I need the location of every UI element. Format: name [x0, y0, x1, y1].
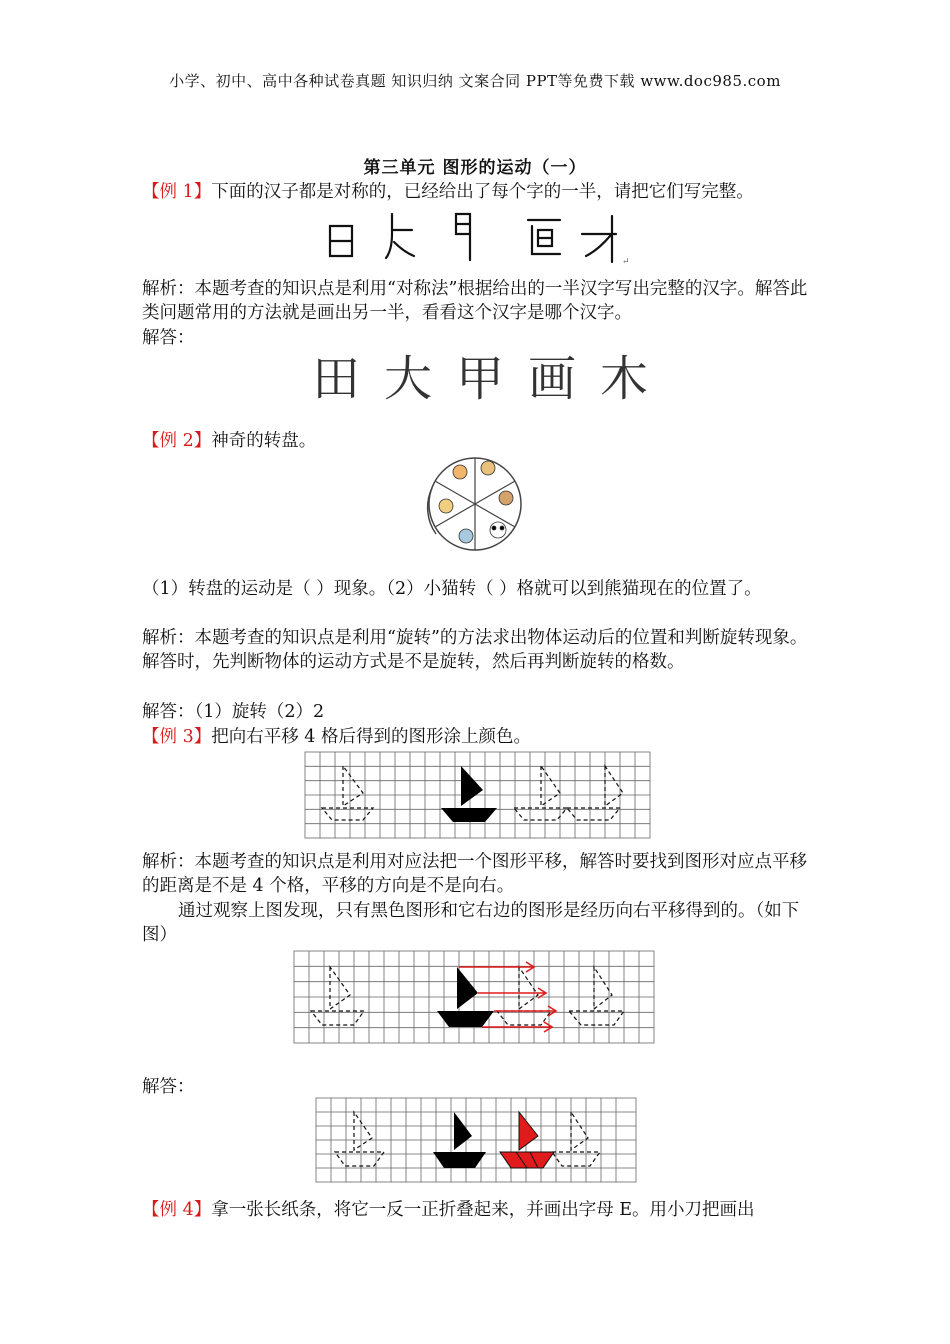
grid-explanation: [294, 951, 654, 1043]
ex4-text: 拿一张长纸条，将它一反一正折叠起来，并画出字母 E。用小刀把画出: [211, 1200, 755, 1220]
ex1-question: [142, 180, 812, 204]
ex2-analysis: 解析：本题考查的知识点是利用“旋转”的方法求出物体运动后的位置和判断旋转现象。解答时，先判断物体的运动方式是不是旋转，然后再判断旋转的格数。: [142, 628, 808, 672]
grid-question: [305, 752, 650, 838]
spinner-figure: [420, 448, 530, 560]
ex2-text: 神奇的转盘。: [211, 431, 317, 451]
red-hull: [500, 1152, 554, 1168]
panda-icon: [490, 522, 506, 538]
ex3-question: [142, 725, 812, 749]
answer-char-tian: 田: [312, 351, 361, 407]
ex3-observation: 通过观察上图发现，只有黑色图形和它右边的图形是经历向右平移得到的。（如下图）: [142, 901, 800, 945]
svg-text:↵: ↵: [622, 257, 630, 267]
red-sail: [519, 1112, 538, 1150]
grid-answer: [316, 1098, 636, 1182]
answer-char-jia: 甲: [455, 351, 504, 407]
mouse-icon: [459, 529, 473, 543]
ex1-answer-label: 解答：: [142, 328, 195, 348]
ex4-tag: 【例 4】: [142, 1200, 212, 1220]
ex1-analysis: 解析：本题考查的知识点是利用“对称法”根据给出的一半汉字写出完整的汉字。解答此类问题常用的方法就是画出另一半，看看这个汉字是哪个汉字。: [142, 279, 808, 323]
lion-icon: [481, 461, 495, 475]
answer-char-da: 大: [383, 351, 432, 407]
half-characters-figure: [320, 206, 640, 268]
ex3-text: 把向右平移 4 格后得到的图形涂上颜色。: [211, 727, 531, 747]
answer-char-mu: 木: [599, 351, 648, 407]
page-title: 第三单元 图形的运动（一）: [363, 158, 587, 178]
snail-icon: [439, 499, 453, 513]
dog-icon: [499, 491, 513, 505]
ex3-tag: 【例 3】: [142, 727, 212, 747]
ex2-answer: 解答：（1）旋转（2）2: [142, 702, 325, 722]
ex1-text: 下面的汉子都是对称的，已经给出了每个字的一半，请把它们写完整。: [211, 182, 754, 202]
answer-char-hua: 画: [527, 351, 576, 407]
ex3-analysis: 解析：本题考查的知识点是利用对应法把一个图形平移，解答时要找到图形对应点平移的距离是不是 4 个格，平移的方向是不是向右。: [142, 852, 807, 896]
ex1-answer-chars: [312, 352, 648, 406]
cat-icon: [453, 465, 467, 479]
ex3-answer-label: 解答：: [142, 1077, 195, 1097]
page-header: 小学、初中、高中各种试卷真题 知识归纳 文案合同 PPT等免费下载 www.doc985.com: [169, 72, 781, 90]
ex2-subquestions: （1）转盘的运动是（ ）现象。（2）小猫转（ ）格就可以到熊猫现在的位置了。: [142, 579, 762, 599]
ex1-tag: 【例 1】: [142, 182, 212, 202]
ex2-tag: 【例 2】: [142, 431, 212, 451]
ex4-question: [142, 1198, 812, 1222]
